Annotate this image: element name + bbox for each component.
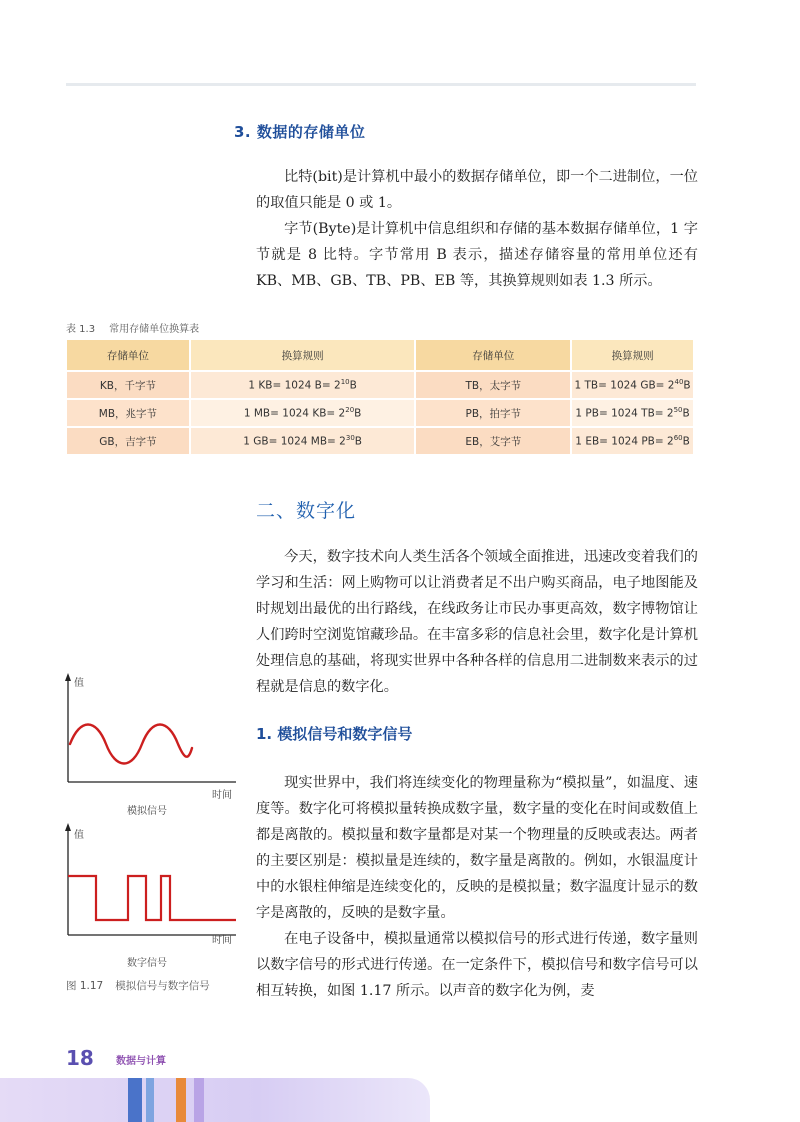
footer-stripe [176,1078,186,1122]
table-header-row [67,340,694,371]
footer-band [0,1078,430,1122]
unit-cell: MB，兆字节 [67,399,190,427]
analog-caption: 模拟信号 [127,806,167,817]
digital-signal-wave [68,876,236,920]
digital-y-label: 值 [74,830,84,841]
header-unit: 存储单位 [415,340,571,371]
rule-cell: 1 GB= 1024 $MB= 2^{30}B$ [190,427,416,454]
footer-stripe [194,1078,204,1122]
top-divider [66,83,696,86]
header-rule: 换算规则 [190,340,416,371]
unit-cell: PB，拍字节 [415,399,571,427]
header-unit: 存储单位 [67,340,190,371]
y-arrow-icon [65,673,71,681]
table-row [67,427,694,454]
header-rule: 换算规则 [571,340,694,371]
analog-x-label: 时间 [212,790,232,801]
analog-signal-wave [70,725,192,764]
footer-stripe [146,1078,154,1122]
rule-cell: 1 MB= 1024 $KB= 2^{20}B$ [190,399,416,427]
digital-caption: 数字信号 [127,958,167,969]
paragraph-signal-transfer: 在电子设备中，模拟量通常以模拟信号的形式进行传递，数字量则以数字信号的形式进行传递。在一定条件下，模拟信号和数字信号可以相互转换，如图 1.17 所示。以声音的数字化为例，麦 [256,931,698,999]
paragraph-bit: 比特(bit)是计算机中最小的数据存储单位，即一个二进制位，一位的取值只能是 0 或 1。 [256,169,698,211]
figure-caption: 图 1.17 模拟信号与数字信号 [66,980,210,992]
paragraph-analog-digital: 现实世界中，我们将连续变化的物理量称为“模拟量”，如温度、速度等。数字化可将模拟量转换成数字量，数字量的变化在时间或数值上都是离散的。模拟量和数字量都是对某一个物理量的反映或表达。两者的主要区别是：模拟量是连续的，数字量是离散的。例如，水银温度计中的水银柱伸缩是连续变化的，反映的是模拟量；数字温度计显示的数字是离散的，反映的是数字量。 [256,775,698,921]
section-1-title: 1. 模拟信号和数字信号 [256,725,413,743]
y-arrow-icon [65,823,71,831]
signal-diagram [60,670,240,1000]
table-caption: 表 1.3 常用存储单位换算表 [66,324,200,335]
digital-axes [65,823,236,935]
paragraph-byte: 字节(Byte)是计算机中信息组织和存储的基本数据存储单位，1 字节就是 8 比特。字节常用 B 表示，描述存储容量的常用单位还有 KB、MB、GB、TB、PB、EB 等，其换算规则如表 1.3 所示。 [256,221,698,289]
unit-cell: TB，太字节 [415,371,571,399]
analog-y-label: 值 [74,678,84,689]
digital-x-label: 时间 [212,935,232,946]
unit-cell: GB，吉字节 [67,427,190,454]
page-number: 18 [66,1046,94,1070]
unit-cell: KB，千字节 [67,371,190,399]
rule-cell: 1 TB= 1024 $GB= 2^{40}B$ [571,371,694,399]
paragraph-digitization: 今天，数字技术向人类生活各个领域全面推进，迅速改变着我们的学习和生活：网上购物可以让消费者足不出户购买商品，电子地图能及时规划出最优的出行路线，在线政务让市民办事更高效，数字博物馆让人们跨时空浏览馆藏珍品。在丰富多彩的信息社会里，数字化是计算机处理信息的基础，将现实世界中各种各样的信息用二进制数来表示的过程就是信息的数字化。 [256,549,698,695]
book-title: 数据与计算 [116,1056,166,1067]
section-digitization-title: 二、数字化 [256,500,357,522]
footer-stripe [128,1078,142,1122]
rule-cell: 1 EB= 1024 $PB= 2^{60}B$ [571,427,694,454]
unit-cell: EB，艾字节 [415,427,571,454]
rule-cell: 1 KB= 1024 $B= 2^{10}B$ [190,371,416,399]
rule-cell: 1 PB= 1024 $TB= 2^{50}B$ [571,399,694,427]
table-row [67,399,694,427]
section-3-title: 3. 数据的存储单位 [234,123,366,141]
storage-unit-table [67,340,695,454]
signal-figure [60,670,240,1000]
table-row [67,371,694,399]
